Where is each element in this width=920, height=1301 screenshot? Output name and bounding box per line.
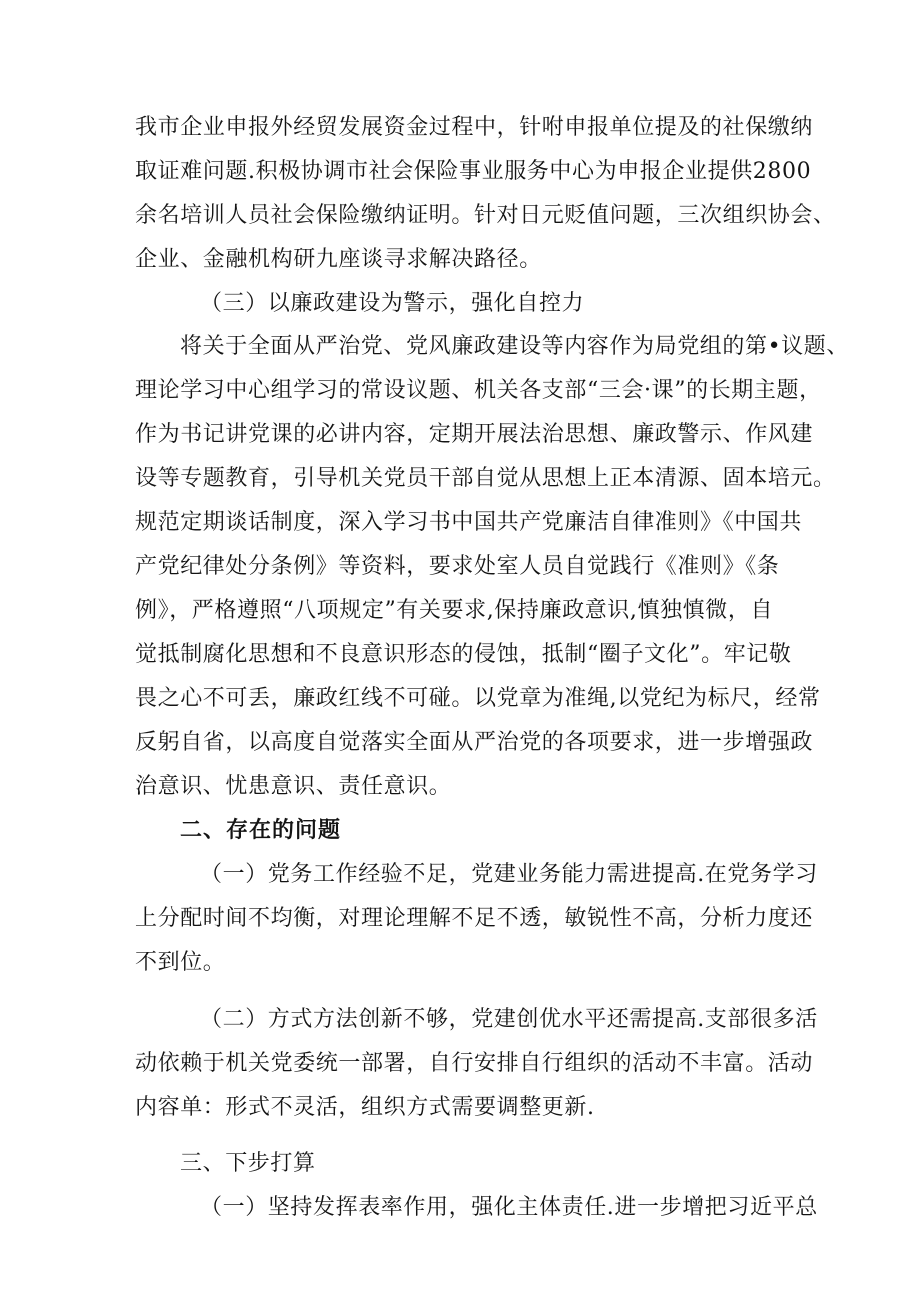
body-text-line: 作为书记讲党课的必讲内容，定期开展法治思想、廉政警示、作风建	[135, 422, 814, 447]
paragraph-start-line: （二）方式方法创新不够，党建创优水平还需提高.支部很多活	[200, 1007, 818, 1032]
body-text-line: 产党纪律处分条例》等资料，要求处室人员自觉践行《准则》《条	[135, 554, 780, 579]
body-text-line: 取证难问题.积极协调市社会保险事业服务中心为申报企业提供2800	[135, 159, 812, 184]
body-text-line: 畏之心不可丢，廉政红线不可碰。以党章为准绳,以党纪为标尺，经常	[135, 686, 821, 711]
body-text-line: 企业、金融机构研九座谈寻求解决路径。	[135, 247, 542, 272]
body-text-line: 动依赖于机关党委统一部署，自行安排自行组织的活动不丰富。活动	[135, 1051, 814, 1076]
section-heading-2: 二、存在的问题	[180, 818, 342, 843]
subheading-3: （三）以廉政建设为警示，强化自控力	[200, 291, 585, 316]
body-text-line: 觉抵制腐化思想和不良意识形态的侵蚀，抵制“圈子文化”。牢记敬	[135, 642, 792, 667]
body-text-line: 理论学习中心组学习的常设议题、机关各支部“三会·课”的长期主题，	[135, 378, 822, 403]
body-text-line: 上分配时间不均衡，对理论理解不足不透，敏锐性不高，分析力度还	[135, 906, 814, 931]
paragraph-start-line: 将关于全面从严治党、党风廉政建设等内容作为局党组的第•议题、	[180, 334, 849, 359]
paragraph-start-line: （一）党务工作经验不足，党建业务能力需进提高.在党务学习	[200, 862, 818, 887]
body-text-line: 反躬自省，以高度自觉落实全面从严治党的各项要求，进一步增强政	[135, 730, 814, 755]
paragraph-start-line: （一）坚持发挥表率作用，强化主体责任.进一步增把习近平总	[200, 1195, 818, 1220]
body-text-line: 规范定期谈话制度，深入学习书中国共产党廉洁自律准则》《中国共	[135, 510, 803, 535]
body-text-line: 我市企业申报外经贸发展资金过程中，针咐申报单位提及的社保缴纳	[135, 115, 814, 140]
body-text-line: 设等专题教育，引导机关党员干部自觉从思想上正本清源、固本培元。	[135, 466, 836, 491]
body-text-line: 治意识、忧患意识、责任意识。	[135, 774, 452, 799]
section-heading-3: 三、下步打算	[180, 1151, 316, 1176]
body-text-line: 例》，严格遵照“八项规定”有关要求,保持廉政意识,慎独慎微，自	[135, 598, 774, 623]
body-text-line: 内容单：形式不灵活，组织方式需要调整更新.	[135, 1095, 595, 1120]
body-text-line: 余名培训人员社会保险缴纳证明。针对日元贬值问题，三次组织协会、	[135, 203, 836, 228]
body-text-line: 不到位。	[135, 950, 226, 975]
